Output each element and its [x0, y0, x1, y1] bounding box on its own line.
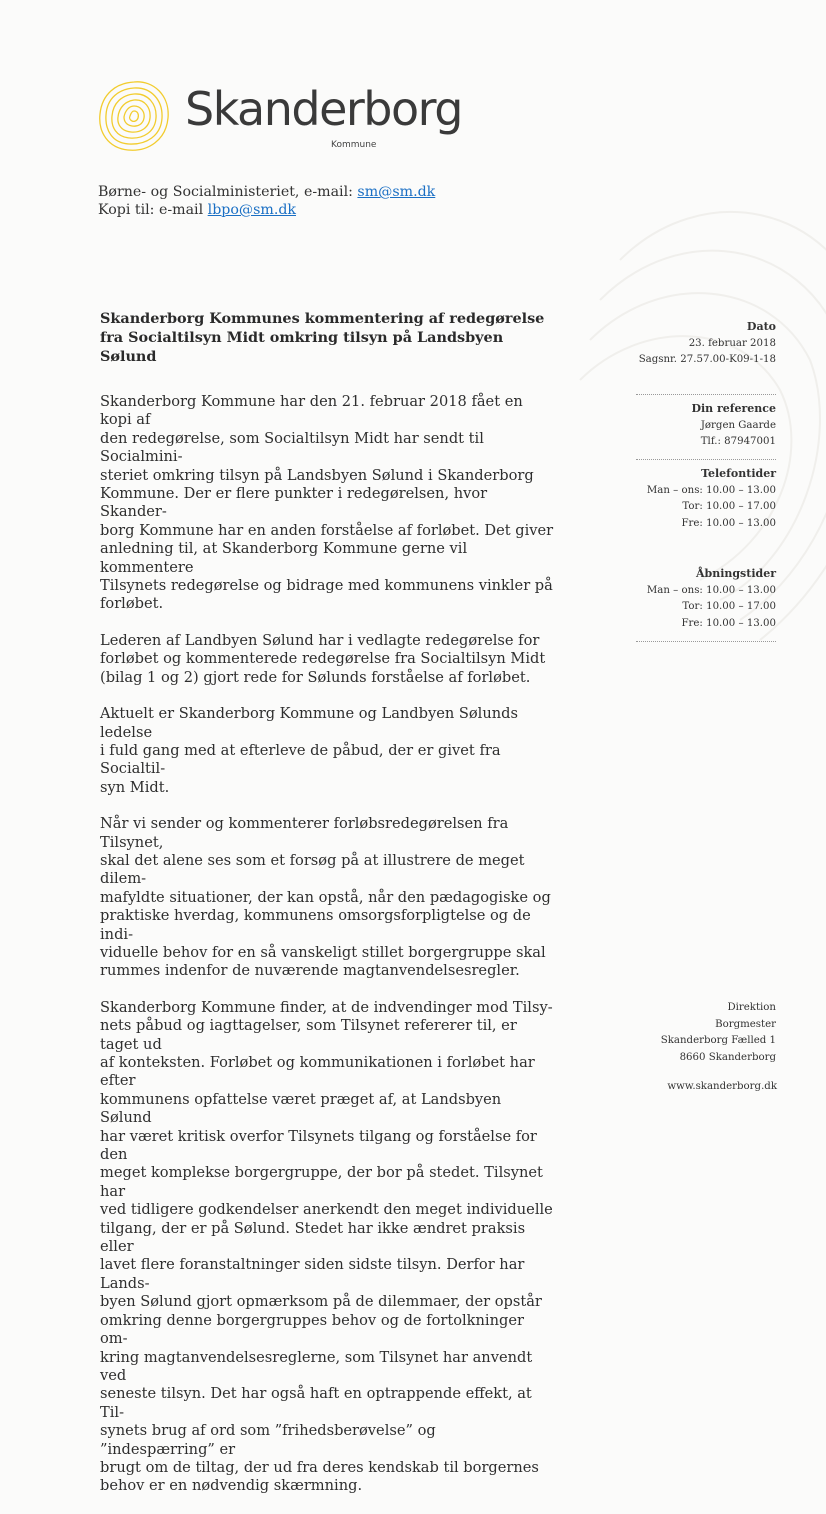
opening-hours-block — [647, 566, 776, 633]
text-line: Kommune. Der er flere punkter i redegørelsen, hvor Skander- — [100, 485, 488, 521]
text-line: Når vi sender og kommenterer forløbsredegørelsen fra Tilsynet, — [100, 815, 509, 851]
footer-line: 8660 Skanderborg — [679, 1052, 776, 1064]
text-line: mafyldte situationer, der kan opstå, når den pædagogiske og — [100, 888, 551, 906]
text-line: omkring denne borgergruppes behov og de fortolkninger om- — [100, 1311, 524, 1348]
text-line: behov er en nødvendig skærmning. — [100, 1477, 363, 1495]
text-line: viduelle behov for en så vanskeligt stillet borgergruppe skal — [100, 943, 546, 961]
text-line: Skanderborg Kommune har den 21. februar 2018 fået en kopi af — [100, 393, 523, 429]
hours-row: Tor: 10.00 – 17.00 — [682, 601, 776, 613]
text-line: steriet omkring tilsyn på Landsbyen Sølund i Skanderborg — [100, 466, 534, 484]
text-line: anledning til, at Skanderborg Kommune gerne vil kommentere — [100, 540, 468, 576]
text-line: tilgang, der er på Sølund. Stedet har ikke ændret praksis eller — [100, 1219, 526, 1256]
text-line: nets påbud og iagttagelser, som Tilsynet refererer til, er taget ud — [100, 1017, 517, 1053]
logo-subtitle: Kommune — [331, 140, 377, 150]
letter-body — [100, 393, 555, 1514]
text-line: brugt om de tiltag, der ud fra deres kendskab til borgernes — [100, 1458, 539, 1476]
text-line: meget komplekse borgergruppe, der bor på stedet. Tilsynet har — [100, 1164, 543, 1200]
divider — [636, 641, 776, 642]
text-line: synets brug af ord som ”frihedsberøvelse” og ”indespærring” er — [100, 1422, 436, 1458]
text-line: af konteksten. Forløbet og kommunikationen i forløbet har efter — [100, 1054, 535, 1090]
logo-wordmark: Skanderborg — [185, 82, 462, 136]
text-line: rummes indenfor de nuværende magtanvendelsesregler. — [100, 962, 520, 980]
text-line: forløbet. — [100, 595, 164, 613]
text-line: ved tidligere godkendelser anerkendt den meget individuelle — [100, 1201, 553, 1219]
reference-name: Jørgen Gaarde — [700, 419, 776, 431]
text-line: byen Sølund gjort opmærksom på de dilemmaer, der opstår — [100, 1293, 542, 1311]
date-heading: Dato — [746, 320, 776, 333]
opening-hours-heading: Åbningstider — [695, 567, 776, 580]
footer-line: Borgmester — [715, 1018, 776, 1030]
footer-line: Direktion — [727, 1002, 776, 1013]
case-number: Sagsnr. 27.57.00-K09-1-18 — [638, 354, 776, 366]
paragraph — [100, 999, 555, 1496]
subject-line: Skanderborg Kommunes kommentering af redegørelse — [100, 310, 545, 327]
recipient-prefix: Børne- og Socialministeriet, e-mail: — [98, 184, 358, 200]
text-line: den redegørelse, som Socialtilsyn Midt har sendt til Socialmini- — [100, 429, 484, 466]
website-link[interactable]: www.skanderborg.dk — [667, 1081, 777, 1092]
hours-row: Tor: 10.00 – 17.00 — [682, 501, 776, 513]
hours-row: Fre: 10.00 – 13.00 — [681, 618, 776, 630]
divider — [636, 394, 776, 395]
text-line: forløbet og kommenterede redegørelse fra Socialtilsyn Midt — [100, 650, 546, 668]
recipient-email-link[interactable]: sm@sm.dk — [357, 184, 436, 200]
paragraph — [100, 632, 555, 687]
text-line: kring magtanvendelsesreglerne, som Tilsynet har anvendt ved — [100, 1348, 533, 1384]
footer-line: Skanderborg Fælled 1 — [660, 1035, 776, 1047]
logo-rings-icon — [96, 78, 172, 154]
date-value: 23. februar 2018 — [688, 337, 776, 349]
date-block — [639, 319, 776, 369]
phone-hours-heading: Telefontider — [701, 467, 776, 480]
text-line: borg Kommune har en anden forståelse af forløbet. Det giver — [100, 521, 554, 539]
hours-row: Man – ons: 10.00 – 13.00 — [646, 484, 776, 496]
reference-phone: Tlf.: 87947001 — [700, 436, 776, 448]
reference-heading: Din reference — [691, 402, 776, 415]
paragraph — [100, 393, 555, 614]
text-line: Tilsynets redegørelse og bidrage med kommunens vinkler på — [100, 577, 553, 595]
copy-line — [98, 201, 435, 219]
text-line: i fuld gang med at efterleve de påbud, der er givet fra Socialtil- — [100, 741, 501, 778]
subject-line: fra Socialtilsyn Midt omkring tilsyn på Landsbyen — [100, 329, 504, 346]
copy-prefix: Kopi til: e-mail — [98, 202, 208, 218]
copy-email-link[interactable]: lbpo@sm.dk — [207, 202, 297, 218]
footer-address — [661, 1000, 776, 1067]
text-line: kommunens opfattelse været præget af, at Landsbyen Sølund — [100, 1090, 502, 1127]
paragraph — [100, 705, 555, 797]
subject-line: Sølund — [100, 348, 157, 365]
recipient-line — [98, 183, 435, 201]
text-line: skal det alene ses som et forsøg på at illustrere de meget dilem- — [100, 851, 525, 888]
text-line: syn Midt. — [100, 778, 170, 796]
text-line: seneste tilsyn. Det har også haft en optrappende effekt, at Til- — [100, 1385, 532, 1421]
text-line: Skanderborg Kommune finder, at de indvendinger mod Tilsy- — [100, 998, 553, 1016]
phone-hours-block — [647, 466, 776, 533]
hours-row: Fre: 10.00 – 13.00 — [681, 518, 776, 530]
text-line: har været kritisk overfor Tilsynets tilgang og forståelse for den — [100, 1127, 537, 1164]
divider — [636, 459, 776, 460]
text-line: praktiske hverdag, kommunens omsorgsforpligtelse og de indi- — [100, 907, 531, 943]
text-line: (bilag 1 og 2) gjort rede for Sølunds forståelse af forløbet. — [100, 668, 531, 686]
paragraph — [100, 815, 555, 981]
text-line: lavet flere foranstaltninger siden sidste tilsyn. Derfor har Lands- — [100, 1256, 525, 1292]
recipient-block — [98, 183, 435, 219]
reference-block — [691, 401, 776, 451]
text-line: Aktuelt er Skanderborg Kommune og Landbyen Sølunds ledelse — [100, 705, 518, 741]
hours-row: Man – ons: 10.00 – 13.00 — [646, 584, 776, 596]
text-line: Lederen af Landbyen Sølund har i vedlagte redegørelse for — [100, 631, 540, 649]
subject-heading — [100, 309, 550, 366]
